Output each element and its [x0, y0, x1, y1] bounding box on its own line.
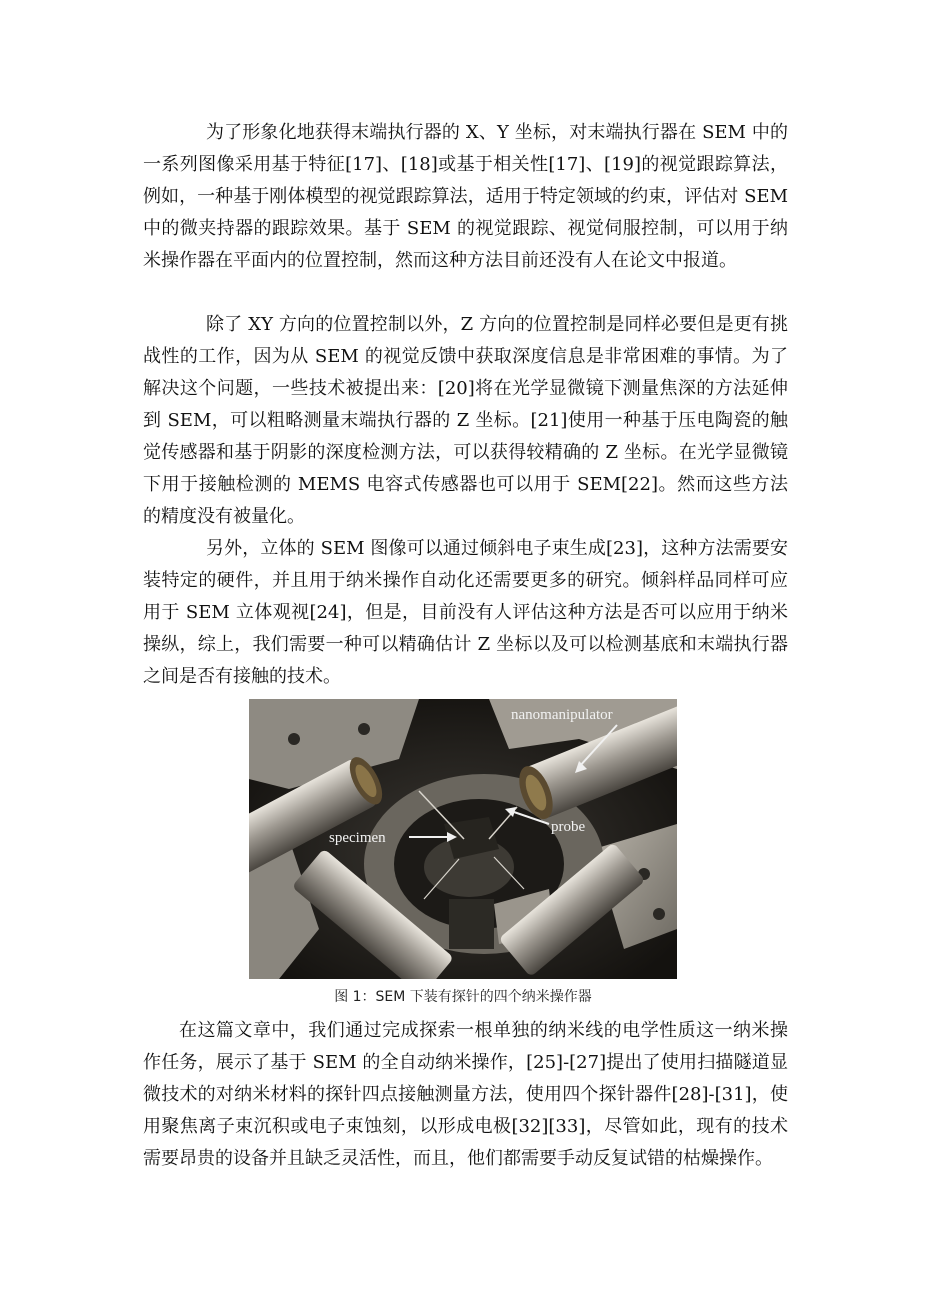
- label-nanomanipulator: nanomanipulator: [511, 707, 613, 723]
- paragraph-1: 为了形象化地获得末端执行器的 X、Y 坐标，对末端执行器在 SEM 中的一系列图像采用基于特征[17]、[18]或基于相关性[17]、[19]的视觉跟踪算法，例如，一种基于刚体模型的视觉跟踪算法，适用于特定领域的约束，评估对 SEM 中的微夹持器的跟踪效果。基于 SEM 的视觉跟踪、视觉伺服控制，可以用于纳米操作器在平面内的位置控制，然而这种方法目前还没有人在论文中报道。: [143, 122, 788, 271]
- figure-photo: [249, 699, 677, 979]
- paragraph-3: 另外，立体的 SEM 图像可以通过倾斜电子束生成[23]，这种方法需要安装特定的硬件，并且用于纳米操作自动化还需要更多的研究。倾斜样品同样可应用于 SEM 立体观视[24]，但是，目前没有人评估这种方法是否可以应用于纳米操纵，综上，我们需要一种可以精确估计 Z 坐标以及可以检测基底和末端执行器之间是否有接触的技术。: [143, 538, 788, 687]
- label-specimen: specimen: [329, 830, 386, 846]
- figure-caption: 图 1：SEM 下装有探针的四个纳米操作器: [334, 989, 592, 1005]
- figure-sem-nanomanipulators: [249, 699, 677, 979]
- label-probe: probe: [551, 819, 586, 835]
- paragraph-4: 在这篇文章中，我们通过完成探索一根单独的纳米线的电学性质这一纳米操作任务，展示了基于 SEM 的全自动纳米操作，[25]-[27]提出了使用扫描隧道显微技术的对纳米材料的探针四点接触测量方法，使用四个探针器件[28]-[31]，使用聚焦离子束沉积或电子束蚀刻，以形成电极[32][33]，尽管如此，现有的技术需要昂贵的设备并且缺乏灵活性，而且，他们都需要手动反复试错的枯燥操作。: [143, 1020, 788, 1169]
- paragraph-2: 除了 XY 方向的位置控制以外，Z 方向的位置控制是同样必要但是更有挑战性的工作，因为从 SEM 的视觉反馈中获取深度信息是非常困难的事情。为了解决这个问题，一些技术被提出来：[20]将在光学显微镜下测量焦深的方法延伸到 SEM，可以粗略测量末端执行器的 Z 坐标。[21]使用一种基于压电陶瓷的触觉传感器和基于阴影的深度检测方法，可以获得较精确的 Z 坐标。在光学显微镜下用于接触检测的 MEMS 电容式传感器也可以用于 SEM[22]。然而这些方法的精度没有被量化。: [143, 314, 788, 527]
